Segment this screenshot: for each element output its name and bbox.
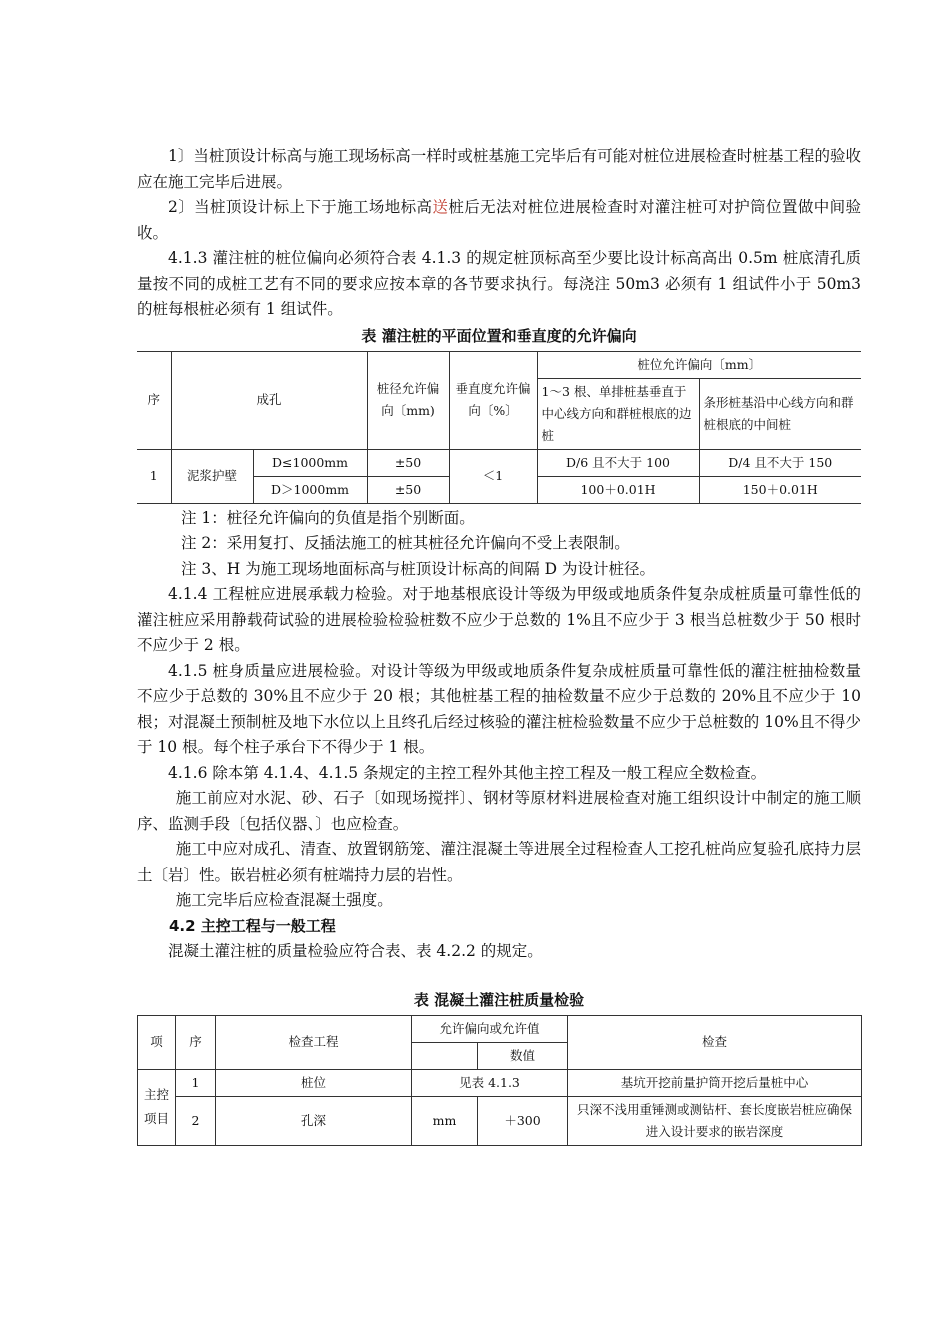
table2-h-value: 数值 <box>478 1042 568 1069</box>
table1-r-method: 泥浆护壁 <box>171 449 253 503</box>
quality-inspection-table <box>137 1015 862 1146</box>
paragraph-4-1-5: 4.1.5 桩身质量应进展检验。对设计等级为甲级或地质条件复杂成桩质量可靠性低的灌注桩抽检数量不应少于总数的 30%且不应少于 20 根；其他桩基工程的抽检数量不应少于总数的 20%且不应少于 10 根；对混凝土预制桩及地下水位以上且终孔后经过核验的灌注桩检验数量不应少于总桩数的 10%且不得少于 10 根。每个柱子承台下不得少于 1 根。 <box>137 661 861 756</box>
table2-group-label: 主控项目 <box>138 1069 176 1145</box>
table2-r2-name: 孔深 <box>216 1096 412 1145</box>
table1-r2-b: 150＋0.01H <box>699 476 861 503</box>
table2-r2-seq: 2 <box>176 1096 216 1145</box>
table1-r-seq: 1 <box>137 449 171 503</box>
table2-header-row <box>138 1015 862 1042</box>
paragraph-4-1-6: 4.1.6 除本第 4.1.4、4.1.5 条规定的主控工程外其他主控工程及一般工程应全数检查。 <box>168 763 767 782</box>
note-2: 注 2：采用复打、反插法施工的桩其桩径允许偏向不受上表限制。 <box>181 534 630 552</box>
paragraph-during-construction: 施工中应对成孔、清查、放置钢筋笼、灌注混凝土等进展全过程检查人工挖孔桩尚应复验孔底持力层土〔岩〕性。嵌岩桩必须有桩端持力层的岩性。 <box>137 840 861 884</box>
paragraph-2-highlight: 送 <box>432 198 449 216</box>
table2-h-unit-blank <box>412 1042 478 1069</box>
section-intro: 混凝土灌注桩的质量检验应符合表、表 4.2.2 的规定。 <box>168 942 543 960</box>
document-page <box>137 144 861 1146</box>
table-row <box>137 449 861 476</box>
table2-r2-unit: mm <box>412 1096 478 1145</box>
paragraph-2-text-a: 2〕当桩顶设计标上下于施工场地标高 <box>168 198 433 216</box>
paragraph-1: 1〕当桩顶设计标高与施工现场标高一样时或桩基施工完毕后有可能对桩位进展检查时桩基工程的验收应在施工完毕后进展。 <box>137 147 861 191</box>
table2-r1-seq: 1 <box>176 1069 216 1096</box>
paragraph-4-1-4: 4.1.4 工程桩应进展承载力检验。对于地基根底设计等级为甲级或地质条件复杂成桩质量可靠性低的灌注桩应采用静载荷试验的进展检验检验桩数不应少于总数的 1%且不应少于 3 根当总桩数少于 50 根时不应少于 2 根。 <box>137 585 861 654</box>
table2-r2-method: 只深不浅用重锤测或测钻杆、套长度嵌岩桩应确保进入设计要求的嵌岩深度 <box>568 1096 862 1145</box>
table1-header-row <box>137 351 861 378</box>
table2-r1-name: 桩位 <box>216 1069 412 1096</box>
table2-h-method: 检查 <box>568 1015 862 1069</box>
table1-r2-a: 100＋0.01H <box>537 476 699 503</box>
table2-r1-method: 基坑开挖前量护筒开挖后量桩中心 <box>568 1069 862 1096</box>
pile-deviation-table <box>137 351 861 504</box>
table2-h-check: 检查工程 <box>216 1015 412 1069</box>
note-1: 注 1：桩径允许偏向的负值是指个别断面。 <box>181 508 475 527</box>
table2-h-allow: 允许偏向或允许值 <box>412 1015 568 1042</box>
table1-r1-a: D/6 且不大于 100 <box>537 449 699 476</box>
table1-h-seq: 序 <box>137 351 171 449</box>
table2-r1-value: 见表 4.1.3 <box>412 1069 568 1096</box>
table1-h-pos-b: 条形桩基沿中心线方向和群桩根底的中间桩 <box>699 378 861 449</box>
table1-r2-cond: D＞1000mm <box>253 476 367 503</box>
paragraph-4-1-3: 4.1.3 灌注桩的桩位偏向必须符合表 4.1.3 的规定桩顶标高至少要比设计标高高出 0.5m 桩底清孔质量按不同的成桩工艺有不同的要求应按本章的各节要求执行。每浇注 50m3 必须有 1 组试件小于 50m3 的桩每根桩必须有 1 组试件。 <box>137 249 861 318</box>
paragraph-after-construction: 施工完毕后应检查混凝土强度。 <box>175 891 393 909</box>
paragraph-before-construction: 施工前应对水泥、砂、石子〔如现场搅拌〕、钢材等原材料进展检查对施工组织设计中制定的施工顺序、监测手段〔包括仪器、〕也应检查。 <box>137 789 861 833</box>
section-heading: 4.2 主控工程与一般工程 <box>169 916 336 935</box>
table2-caption: 表 混凝土灌注桩质量检验 <box>413 990 585 1009</box>
table2-r2-value: ＋300 <box>478 1096 568 1145</box>
table1-h-vert: 垂直度允许偏向〔%〕 <box>449 351 537 449</box>
table1-r2-diam: ±50 <box>367 476 449 503</box>
table1-h-hole: 成孔 <box>171 351 367 449</box>
table1-h-pos: 桩位允许偏向〔mm〕 <box>537 351 861 378</box>
table-row <box>138 1069 862 1096</box>
table2-h-item: 项 <box>138 1015 176 1069</box>
paragraph-2-text-b: 桩后无法对桩位进展检查时对灌注桩可对护筒位置做中间验收。 <box>137 198 861 242</box>
table1-h-pos-a: 1～3 根、单排桩基垂直于中心线方向和群桩根底的边桩 <box>537 378 699 449</box>
table1-r1-diam: ±50 <box>367 449 449 476</box>
table1-h-diam: 桩径允许偏向〔mm) <box>367 351 449 449</box>
table2-h-seq: 序 <box>176 1015 216 1069</box>
table1-r1-b: D/4 且不大于 150 <box>699 449 861 476</box>
note-3: 注 3、H 为施工现场地面标高与桩顶设计标高的间隔 D 为设计桩径。 <box>181 559 656 578</box>
table-row <box>138 1096 862 1145</box>
table1-r1-cond: D≤1000mm <box>253 449 367 476</box>
table1-caption: 表 灌注桩的平面位置和垂直度的允许偏向 <box>361 326 637 345</box>
paragraph-2 <box>137 195 861 246</box>
table1-r-vert: ＜1 <box>449 449 537 503</box>
